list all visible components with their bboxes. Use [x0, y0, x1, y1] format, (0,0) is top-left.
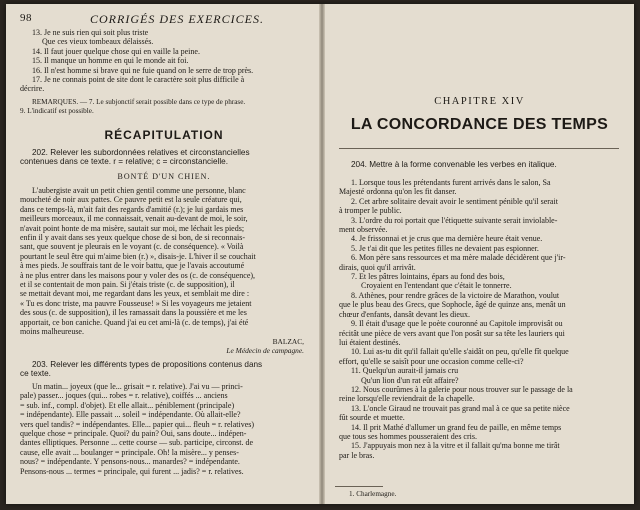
list-item: 15. J'appuyais mon nez à la vitre et il fallait qu'ma bonne me tirât: [351, 441, 560, 451]
list-item: chœur d'enfants, dansât devant les dieux.: [339, 309, 470, 319]
text-line: dans ce temps-là, m'ait fait des regards d'amitié (r.); je lui gardais mes: [20, 204, 244, 214]
list-item: 6. Mon père sans ressources et ma mère malade décidèrent que j'ir-: [351, 253, 566, 263]
footnote-rule: [335, 486, 383, 487]
text-line: n'avait point honte de ma misère, sautait sur moi, me léchait les pieds;: [20, 223, 245, 233]
text-line: pale) passer... joques (qui... robes = r. relative), coiffés ... anciens: [20, 391, 228, 401]
text-line: enfin il y avait dans ses yeux quelque chose de si bon, de si reconnais-: [20, 233, 246, 243]
list-item: 7. Et les pâtres lointains, épars au fond des bois,: [351, 272, 505, 282]
list-item: 11. Quelqu'un aurait-il jamais cru: [351, 366, 459, 376]
title-rule: [339, 148, 619, 149]
text-line: apportait, ce bon caniche. Quand j'ai eu cet ami-là (c. de temps), j'ai été: [20, 317, 249, 327]
story-title: BONTÉ D'UN CHIEN.: [117, 172, 211, 181]
page-number: 98: [20, 12, 32, 24]
text-line: 13. Je ne suis rien qui soit plus triste: [32, 28, 149, 37]
signature-work: Le Médecin de campagne.: [226, 345, 304, 355]
list-item: effort, qu'elle se saisît pour une occasion comme celle-ci?: [339, 356, 524, 366]
list-item: que tous ses hommes pousseraient des cris.: [339, 431, 477, 441]
text-line: = sub. inf., compl. d'objet). Et elle allait... péniblement (principale): [20, 400, 235, 410]
list-item: 12. Nous courûmes à la galerie pour nous trouver sur le passage de la: [351, 384, 573, 394]
list-item: 10. Lui as-tu dit qu'il fallait qu'elle s'aidât on peu, qu'elle fît quelque: [351, 347, 569, 357]
exercise-203-text: [20, 382, 308, 476]
exercise-203: [20, 360, 308, 379]
running-head: [20, 12, 310, 26]
exercise-heading: 202. Relever les subordonnées relatives et circonstancielles: [32, 148, 250, 157]
book-spread: [6, 4, 634, 504]
exercise-202-text: [20, 186, 308, 355]
text-line: quelque chose = principale. Quoi? du pain? Oui, sans doute... indépen-: [20, 429, 247, 439]
list-item: lui étaient destinés.: [339, 337, 401, 347]
list-item: 5. Je t'ai dit que les petites filles ne devaient pas espionner.: [351, 243, 539, 253]
list-item: reine lorsqu'elle reviendrait de la chapelle.: [339, 394, 475, 404]
text-line: se mettait devant moi, me regardant dans les yeux, et semblait me dire :: [20, 289, 250, 299]
chapter-label: CHAPITRE XIV: [434, 96, 525, 107]
list-item: à tromper le public.: [339, 206, 402, 216]
text-line: et il se contentait de mon pain. Si j'étais triste (c. de supposition), il: [20, 280, 235, 290]
text-line: 17. Je ne connais point de site dont le caractère soit plus difficile à: [32, 75, 245, 85]
list-item: Majesté ordonna qu'on les fit danser.: [339, 187, 457, 197]
chapter-title: LA CONCORDANCE DES TEMPS: [350, 116, 609, 133]
text-line: meilleurs morceaux, il me connaissait, venait au-devant de moi, le soir,: [20, 214, 248, 224]
remark-line: REMARQUES. — 7. Le subjonctif serait possible dans ce type de phrase.: [32, 98, 246, 106]
exercise-202: [20, 148, 308, 167]
text-line: moins malheureuse.: [20, 327, 84, 337]
text-line: 16. Il n'est homme si brave qui ne fuie quand on le serre de trop près.: [32, 65, 254, 75]
exercise-heading: contenues dans ce texte. r = relative; c = circonstancielle.: [20, 157, 228, 167]
exercise-204-items: [339, 178, 627, 460]
text-line: vers quel tandis? = indépendantes. Elle... papier qui... fleuh = r. relatives): [20, 419, 255, 429]
signature-author: BALZAC,: [272, 336, 304, 346]
section-title: RÉCAPITULATION: [104, 128, 224, 142]
exercise-heading: ce texte.: [20, 369, 51, 379]
text-line: des sous (c. de supposition), il les ramassait dans la poussière et me les: [20, 308, 247, 318]
list-item: Qu'un lion d'un rat eût affaire?: [361, 375, 459, 385]
exercise-204-heading-block: [339, 160, 627, 169]
continued-exercise: [20, 28, 308, 94]
list-item: récitât une pièce de vers avant que l'on posât sur sa tête les lauriers qui: [339, 328, 565, 338]
list-item: 8. Athènes, pour rendre grâces de la victoire de Marathon, voulut: [351, 290, 560, 300]
left-page: [6, 4, 319, 504]
list-item: 4. Je frissonnai et je crus que ma dernière heure était venue.: [351, 234, 543, 244]
text-line: nous? = indépendante. Y pensons-nous... manardes? = indépendante.: [20, 457, 240, 467]
list-item: ment observée.: [339, 225, 388, 235]
right-page: [325, 4, 634, 504]
list-item: fût sourde et muette.: [339, 413, 405, 423]
running-head-title: CORRIGÉS DES EXERCICES.: [90, 12, 264, 26]
list-item: 13. L'oncle Giraud ne trouvait pas grand mal à ce que sa petite nièce: [351, 403, 570, 413]
text-line: = indépendante). Elle passait ... soleil = indépendante. Où allait-elle?: [20, 410, 241, 420]
text-line: Un matin... joyeux (que le... grisait = r. relative). J'ai vu — princi-: [32, 382, 243, 391]
text-line: 15. Il manque un homme en qui le monde ait foi.: [32, 56, 189, 66]
list-item: 2. Cet arbre solitaire devait avoir le sentiment pénible qu'il serait: [351, 196, 558, 206]
footnote: 1. Charlemagne.: [349, 490, 397, 498]
list-item: 3. L'ordre du roi portait que l'étiquette suivante serait inviolable-: [351, 215, 558, 225]
list-item: 9. Il était d'usage que le poète couronné au Capitole improvisât ou: [351, 319, 563, 329]
text-line: à ne plus entrer dans les maisons pour y voler des os (c. de conséquence),: [20, 270, 256, 280]
exercise-heading: 203. Relever les différents types de propositions contenus dans: [32, 360, 263, 369]
remarks: [20, 98, 308, 117]
list-item: Croyaient en l'entendant que c'était le tonnerre.: [361, 281, 512, 291]
exercise-heading: 204. Mettre à la forme convenable les verbes en italique.: [351, 160, 557, 169]
text-line: Que ces vieux tombeaux délaissés.: [42, 37, 154, 47]
text-line: 14. Il faut jouer quelque chose qui en vaille la peine.: [32, 46, 200, 56]
text-line: cause, elle avait ... boulanger = principale. Oh! la misère... y penses-: [20, 447, 239, 457]
text-line: « Tu es donc triste, ma pauvre Fousseuse! » Si les voyageurs me jetaient: [20, 298, 252, 308]
text-line: dantes elliptiques. Personne ... cette course — sub. participe, circonst. de: [20, 438, 254, 448]
text-line: à mes pieds. Je souffrais tant de le voir battu, que je l'avais accoutumé: [20, 261, 245, 271]
text-line: sant, que souvent je pleurais en le voyant (c. de conséquence). « Voilà: [20, 242, 244, 252]
remark-line: 9. L'indicatif est possible.: [20, 107, 94, 116]
text-line: moucheté de noir aux pattes. Ce pauvre petit est la seule créature qui,: [20, 195, 242, 205]
text-line: décrire.: [20, 84, 45, 94]
list-item: dirais, quoi qu'il arrivât.: [339, 262, 416, 272]
list-item: par le bras.: [339, 450, 375, 460]
text-line: L'aubergiste avait un petit chien gentil comme une personne, blanc: [32, 186, 246, 195]
text-line: pourtant le seul être qui m'aime bien (r.) », disais-je. L'hiver il se couchait: [20, 251, 256, 261]
text-line: Pensons-nous ... termes = principale, qui furent ... jadis? = r. relatives.: [20, 466, 244, 476]
list-item: que le plus beau des Grecs, que Sophocle, âgé de quinze ans, menât un: [339, 300, 566, 310]
list-item: 1. Lorsque tous les prétendants furent arrivés dans le salon, Sa: [351, 178, 551, 187]
list-item: 14. Il prit Mathé d'allumer un grand feu de paille, en même temps: [351, 422, 562, 432]
